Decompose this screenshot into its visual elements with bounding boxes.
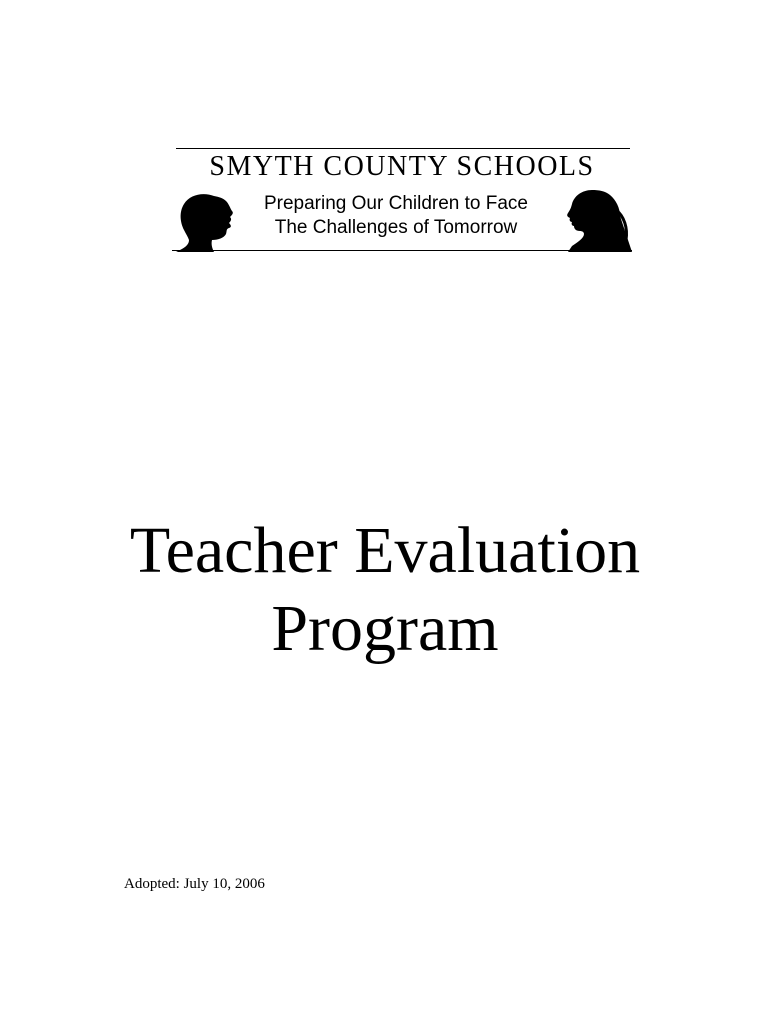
- school-logo: [172, 142, 632, 254]
- boy-silhouette-icon: [174, 190, 240, 252]
- document-title-line-1: Teacher Evaluation: [129, 514, 641, 587]
- adopted-date: Adopted: July 10, 2006: [124, 876, 265, 892]
- logo-school-name: SMYTH COUNTY SCHOOLS: [209, 151, 595, 182]
- logo-bottom-rule: [172, 250, 632, 251]
- girl-silhouette-icon: [558, 186, 632, 252]
- document-title: [0, 512, 770, 668]
- logo-tagline: [238, 192, 554, 240]
- logo-top-rule: [176, 148, 630, 149]
- logo-tagline-line-1: Preparing Our Children to Face: [263, 193, 528, 214]
- logo-tagline-line-2: The Challenges of Tomorrow: [274, 217, 518, 238]
- document-title-line-2: Program: [271, 592, 499, 665]
